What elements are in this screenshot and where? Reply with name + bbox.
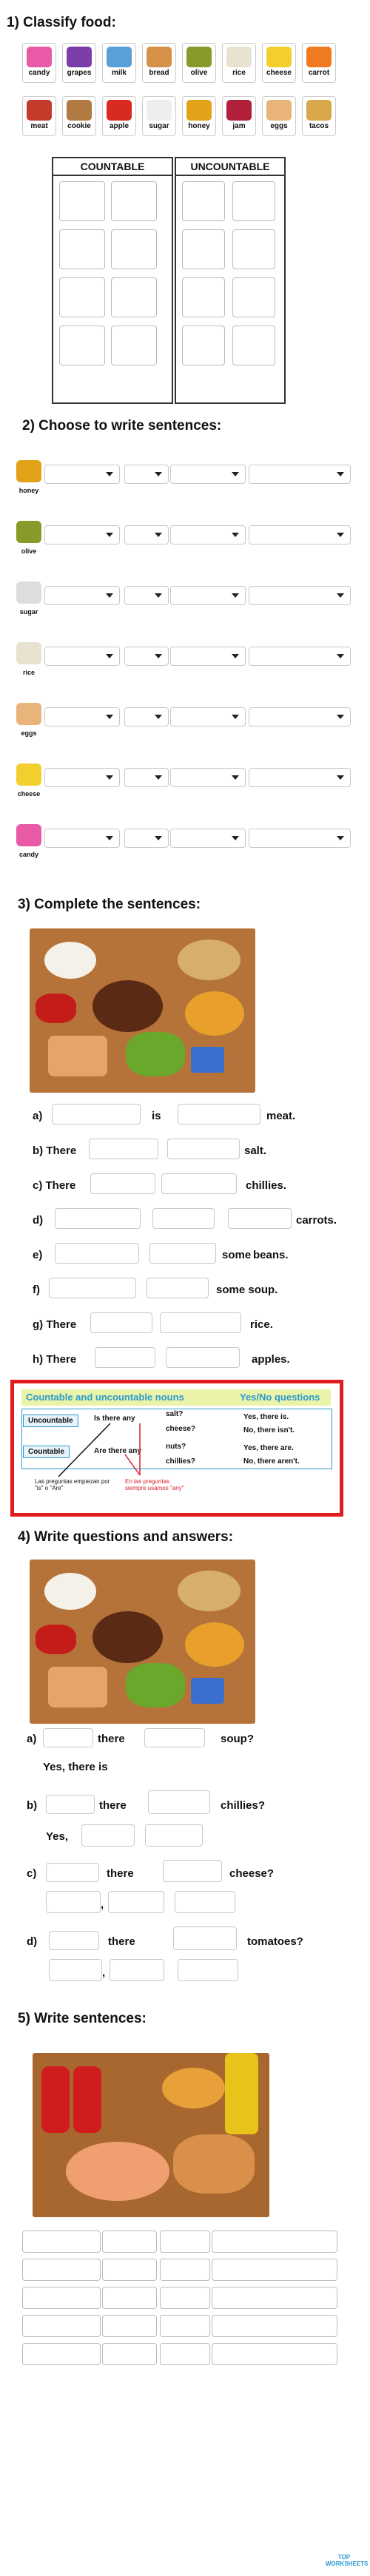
sentence-start: g) There <box>33 1318 77 1331</box>
sentence-box[interactable] <box>102 2259 157 2281</box>
sentence-blank[interactable] <box>149 1243 216 1264</box>
potato-bowl <box>178 1571 240 1611</box>
food-tile-sugar[interactable] <box>142 96 176 136</box>
sentence-start: c) There <box>33 1179 76 1192</box>
rice-icon <box>16 642 41 664</box>
q4-answer-blank-2[interactable] <box>110 1959 164 1981</box>
food-picture <box>30 928 255 1093</box>
sentence-end: meat. <box>266 1110 296 1122</box>
steak <box>92 980 163 1032</box>
dropdown-2[interactable] <box>124 586 169 605</box>
uncountable-header: UNCOUNTABLE <box>176 158 284 176</box>
beans <box>126 1663 185 1707</box>
dropdown-1[interactable] <box>44 829 120 848</box>
sentence-box[interactable] <box>160 2343 210 2365</box>
dropdown-2[interactable] <box>124 768 169 787</box>
dropdown-1[interactable] <box>44 525 120 544</box>
row-label: cheese <box>17 790 41 798</box>
q2-there: there <box>99 1799 127 1812</box>
food-tile-label: carrot <box>308 69 330 77</box>
sentence-box[interactable] <box>160 2231 210 2253</box>
olive-icon <box>16 521 41 543</box>
food-tile-label: jam <box>232 122 246 130</box>
q-nuts: nuts? <box>166 1443 186 1451</box>
food-tile-carrot[interactable] <box>302 43 336 83</box>
food-tile-cookie[interactable] <box>62 96 96 136</box>
sentence-start: a) <box>33 1110 43 1122</box>
q4-blank-1[interactable] <box>49 1931 99 1950</box>
sentence-box[interactable] <box>102 2343 157 2365</box>
onions <box>173 2134 255 2194</box>
q1-answer: Yes, there is <box>43 1761 108 1773</box>
q-chillies: chillies? <box>166 1457 196 1466</box>
q3-letter: c) <box>27 1867 37 1880</box>
brand-top: TOP <box>337 2554 351 2560</box>
chillies <box>36 994 76 1023</box>
q4-answer-blank-1[interactable] <box>49 1959 102 1981</box>
candy-icon <box>27 47 52 67</box>
eggs <box>48 1667 107 1707</box>
rice-icon <box>226 47 252 67</box>
sentence-start: e) <box>33 1249 43 1261</box>
sugar-packets <box>191 1678 224 1704</box>
food-tile-bread[interactable] <box>142 43 176 83</box>
countable-tag: Countable <box>23 1446 70 1458</box>
sentence-box[interactable] <box>22 2259 101 2281</box>
dropdown-2[interactable] <box>124 465 169 484</box>
sentence-box[interactable] <box>22 2287 101 2309</box>
food-tile-tacos[interactable] <box>302 96 336 136</box>
section1-title: 1) Classify food: <box>7 15 116 30</box>
uncountable-slot[interactable] <box>182 277 225 317</box>
rice-bowl <box>44 942 96 979</box>
answer-yes-is: Yes, there is. <box>243 1413 289 1421</box>
section5-title: 5) Write sentences: <box>18 2011 147 2026</box>
food-tile-honey[interactable] <box>182 96 216 136</box>
meat-icon <box>27 100 52 121</box>
sentence-box[interactable] <box>212 2343 337 2365</box>
note-questions: Las preguntas empiezan por "is" o "Are" <box>35 1478 110 1491</box>
uncountable-slot[interactable] <box>232 181 275 221</box>
dropdown-4[interactable] <box>249 525 351 544</box>
countable-slot[interactable] <box>111 229 157 269</box>
q2-end: chillies? <box>221 1799 266 1812</box>
are-there-any: Are there any <box>94 1447 141 1455</box>
food-tile-eggs[interactable] <box>262 96 296 136</box>
sentence-end: some soup. <box>216 1284 278 1296</box>
milk-icon <box>107 47 132 67</box>
countable-header: COUNTABLE <box>53 158 172 176</box>
dropdown-1[interactable] <box>44 586 120 605</box>
q2-answer-blank-2[interactable] <box>145 1824 203 1847</box>
dropdown-4[interactable] <box>249 768 351 787</box>
apple-icon <box>107 100 132 121</box>
shrimp-plate <box>66 2142 169 2201</box>
sentence-box[interactable] <box>212 2259 337 2281</box>
countable-slot[interactable] <box>111 326 157 365</box>
food-tile-label: grapes <box>67 69 92 77</box>
q1-there: there <box>98 1733 125 1745</box>
steak <box>92 1611 163 1663</box>
sugar-packets <box>191 1047 224 1073</box>
grammar-title2: Yes/No questions <box>240 1392 320 1403</box>
food-tile-label: olive <box>190 69 208 77</box>
q4-answer-blank-3[interactable] <box>178 1959 238 1981</box>
answer-no-isnt: No, there isn't. <box>243 1426 295 1434</box>
food-tile-label: tacos <box>309 122 329 130</box>
eggs-icon <box>266 100 292 121</box>
countable-slot[interactable] <box>59 181 105 221</box>
answer-no-arent: No, there aren't. <box>243 1457 300 1466</box>
sentence-mid: some <box>222 1249 252 1261</box>
q2-answer: Yes, <box>46 1830 69 1843</box>
uncountable-tag: Uncountable <box>23 1415 78 1427</box>
food-tile-label: cheese <box>266 69 292 77</box>
brand-logo <box>326 2554 369 2567</box>
q4-end: tomatoes? <box>247 1935 303 1948</box>
countable-slot[interactable] <box>59 229 105 269</box>
grammar-title: Countable and uncountable nouns <box>26 1392 184 1403</box>
sentence-blank[interactable] <box>55 1243 139 1264</box>
ketchup-bottle <box>41 2066 70 2133</box>
grammar-arrows <box>14 1383 340 1513</box>
q3-end: cheese? <box>229 1867 275 1880</box>
q4-comma: , <box>102 1966 106 1979</box>
food-tile-label: candy <box>28 69 50 77</box>
dropdown-3[interactable] <box>170 707 246 726</box>
dropdown-2[interactable] <box>124 707 169 726</box>
section2-title: 2) Choose to write sentences: <box>22 418 222 434</box>
sentence-blank[interactable] <box>90 1312 152 1333</box>
sentence-box[interactable] <box>212 2287 337 2309</box>
sentence-blank[interactable] <box>178 1104 260 1125</box>
sentence-blank[interactable] <box>160 1312 241 1333</box>
dropdown-4[interactable] <box>249 586 351 605</box>
q1-end: soup? <box>221 1733 254 1745</box>
sentence-end: beans. <box>253 1249 289 1261</box>
sentence-end: apples. <box>252 1353 290 1366</box>
honey-icon <box>186 100 212 121</box>
countable-slot[interactable] <box>59 277 105 317</box>
q1-letter: a) <box>27 1733 37 1745</box>
oil-bottle <box>225 2053 258 2134</box>
dropdown-1[interactable] <box>44 768 120 787</box>
potato-bowl <box>178 940 240 980</box>
dropdown-4[interactable] <box>249 707 351 726</box>
dropdown-2[interactable] <box>124 829 169 848</box>
sentence-end: carrots. <box>296 1214 337 1227</box>
eggs-icon <box>16 703 41 725</box>
soup-bowl <box>185 1622 244 1667</box>
food-picture-3 <box>33 2053 269 2217</box>
countable-slot[interactable] <box>111 277 157 317</box>
sentence-mid: is <box>152 1110 161 1122</box>
eggs <box>48 1036 107 1076</box>
sentence-start: h) There <box>33 1353 77 1366</box>
brand-worksheets: WORKSHEETS <box>326 2560 369 2567</box>
q3-there: there <box>107 1867 134 1880</box>
chillies <box>36 1625 76 1654</box>
dropdown-4[interactable] <box>249 465 351 484</box>
q2-letter: b) <box>27 1799 38 1812</box>
sentence-box[interactable] <box>160 2259 210 2281</box>
sentence-blank[interactable] <box>161 1173 237 1194</box>
food-tile-candy[interactable] <box>22 43 56 83</box>
bread-icon <box>147 47 172 67</box>
food-tile-cheese[interactable] <box>262 43 296 83</box>
row-label: rice <box>22 669 35 676</box>
soup-bowl <box>185 991 244 1036</box>
uncountable-slot[interactable] <box>182 181 225 221</box>
food-tile-label: milk <box>111 69 127 77</box>
row-label: eggs <box>21 729 37 737</box>
dropdown-2[interactable] <box>124 647 169 666</box>
food-tile-meat[interactable] <box>22 96 56 136</box>
food-tile-label: rice <box>232 69 246 77</box>
sentence-box[interactable] <box>102 2287 157 2309</box>
dropdown-3[interactable] <box>170 768 246 787</box>
row-label: candy <box>18 851 38 858</box>
sentence-box[interactable] <box>22 2231 101 2253</box>
q2-blank-2[interactable] <box>148 1790 210 1814</box>
sentence-blank[interactable] <box>166 1347 240 1368</box>
dropdown-2[interactable] <box>124 525 169 544</box>
sentence-box[interactable] <box>160 2315 210 2337</box>
sentence-start: d) <box>33 1214 44 1227</box>
uncountable-slot[interactable] <box>182 326 225 365</box>
food-tile-milk[interactable] <box>102 43 136 83</box>
dropdown-4[interactable] <box>249 647 351 666</box>
row-label: honey <box>18 487 39 494</box>
section3-title: 3) Complete the sentences: <box>18 897 201 912</box>
food-tile-olive[interactable] <box>182 43 216 83</box>
sentence-box[interactable] <box>212 2315 337 2337</box>
sentence-box[interactable] <box>22 2343 101 2365</box>
q4-there: there <box>108 1935 135 1948</box>
q3-comma: , <box>101 1898 104 1911</box>
dropdown-1[interactable] <box>44 647 120 666</box>
dropdown-3[interactable] <box>170 586 246 605</box>
dropdown-4[interactable] <box>249 829 351 848</box>
rice-bowl <box>44 1573 96 1610</box>
q2-answer-blank-1[interactable] <box>81 1824 135 1847</box>
countable-slot[interactable] <box>59 326 105 365</box>
q4-letter: d) <box>27 1935 38 1948</box>
candy-icon <box>16 824 41 846</box>
uncountable-slot[interactable] <box>232 229 275 269</box>
food-tile-label: meat <box>30 122 48 130</box>
sentence-blank[interactable] <box>167 1139 240 1159</box>
section4-title: 4) Write questions and answers: <box>18 1529 234 1545</box>
food-tile-apple[interactable] <box>102 96 136 136</box>
q2-blank-1[interactable] <box>46 1795 95 1814</box>
beans <box>126 1032 185 1076</box>
is-there-any: Is there any <box>94 1415 135 1423</box>
sentence-blank[interactable] <box>55 1208 141 1229</box>
honey-icon <box>16 460 41 482</box>
cheese-icon <box>266 47 292 67</box>
sentence-end: rice. <box>250 1318 273 1331</box>
sentence-blank[interactable] <box>52 1104 141 1125</box>
sentence-blank[interactable] <box>89 1139 158 1159</box>
uncountable-slot[interactable] <box>232 277 275 317</box>
answer-yes-are: Yes, there are. <box>243 1444 294 1452</box>
sentence-blank[interactable] <box>228 1208 292 1229</box>
sentence-blank[interactable] <box>95 1347 155 1368</box>
q4-blank-2[interactable] <box>173 1926 237 1950</box>
grammar-box <box>10 1380 343 1517</box>
q3-answer-blank-1[interactable] <box>46 1891 101 1913</box>
dropdown-3[interactable] <box>170 465 246 484</box>
food-tile-jam[interactable] <box>222 96 256 136</box>
q3-answer-blank-2[interactable] <box>108 1891 164 1913</box>
q3-blank-1[interactable] <box>46 1863 99 1882</box>
ketchup-bottle-2 <box>73 2066 101 2133</box>
sentence-start: f) <box>33 1284 40 1296</box>
sentence-end: chillies. <box>246 1179 287 1192</box>
sentence-box[interactable] <box>160 2287 210 2309</box>
food-tile-label: sugar <box>149 122 169 130</box>
sentence-blank[interactable] <box>49 1278 136 1298</box>
q3-answer-blank-3[interactable] <box>175 1891 235 1913</box>
food-tile-label: eggs <box>270 122 288 130</box>
sentence-box[interactable] <box>102 2315 157 2337</box>
sentence-box[interactable] <box>22 2315 101 2337</box>
q1-blank-1[interactable] <box>43 1728 93 1747</box>
food-tile-label: honey <box>188 122 210 130</box>
row-label: sugar <box>19 608 38 616</box>
note-any: En las preguntas siempre usamos "any" <box>125 1478 184 1491</box>
sentence-end: salt. <box>244 1144 267 1157</box>
sentence-box[interactable] <box>212 2231 337 2253</box>
food-tile-label: apple <box>109 122 130 130</box>
uncountable-slot[interactable] <box>182 229 225 269</box>
sentence-blank[interactable] <box>147 1278 209 1298</box>
food-tile-grapes[interactable] <box>62 43 96 83</box>
noodles-bowl <box>162 2068 225 2108</box>
food-tile-label: cookie <box>67 122 91 130</box>
dropdown-3[interactable] <box>170 647 246 666</box>
food-tile-label: bread <box>149 69 169 77</box>
dropdown-3[interactable] <box>170 525 246 544</box>
q3-blank-2[interactable] <box>163 1860 222 1882</box>
uncountable-slot[interactable] <box>232 326 275 365</box>
dropdown-3[interactable] <box>170 829 246 848</box>
food-picture-2 <box>30 1560 255 1724</box>
q1-blank-2[interactable] <box>144 1728 205 1747</box>
sugar-icon <box>16 581 41 604</box>
olive-icon <box>186 47 212 67</box>
carrot-icon <box>306 47 332 67</box>
row-label: olive <box>21 547 37 555</box>
sentence-blank[interactable] <box>152 1208 215 1229</box>
sentence-start: b) There <box>33 1144 77 1157</box>
dropdown-1[interactable] <box>44 707 120 726</box>
q-salt: salt? <box>166 1410 184 1418</box>
jam-icon <box>226 100 252 121</box>
sentence-box[interactable] <box>102 2231 157 2253</box>
food-tile-rice[interactable] <box>222 43 256 83</box>
sentence-blank[interactable] <box>90 1173 155 1194</box>
cheese-icon <box>16 763 41 786</box>
sugar-icon <box>147 100 172 121</box>
cookie-icon <box>67 100 92 121</box>
grapes-icon <box>67 47 92 67</box>
dropdown-1[interactable] <box>44 465 120 484</box>
tacos-icon <box>306 100 332 121</box>
q-cheese: cheese? <box>166 1425 196 1433</box>
countable-slot[interactable] <box>111 181 157 221</box>
